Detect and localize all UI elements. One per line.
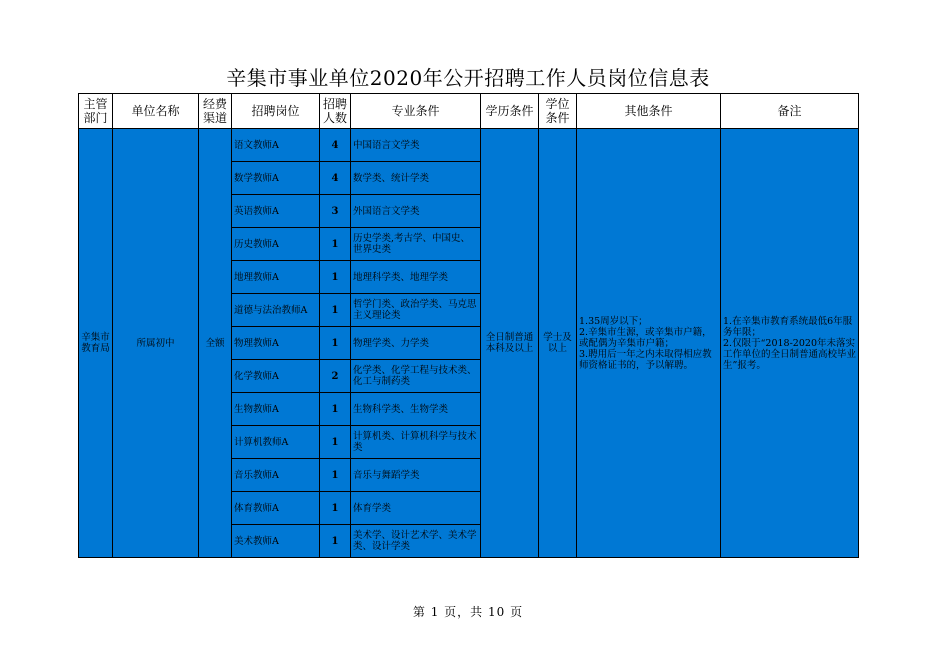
position-cell: 生物教师A — [232, 393, 320, 426]
fund-cell: 全额 — [199, 129, 232, 558]
major-cell: 化学类、化学工程与技术类、化工与制药类 — [351, 360, 481, 393]
major-cell: 体育学类 — [351, 492, 481, 525]
position-cell: 道德与法治教师A — [232, 294, 320, 327]
position-cell: 化学教师A — [232, 360, 320, 393]
major-cell: 数学类、统计学类 — [351, 162, 481, 195]
count-cell: 1 — [320, 393, 351, 426]
major-cell: 外国语言文学类 — [351, 195, 481, 228]
header-dept: 主管部门 — [79, 94, 113, 129]
unit-cell: 所属初中 — [113, 129, 199, 558]
header-education: 学历条件 — [481, 94, 539, 129]
header-unit: 单位名称 — [113, 94, 199, 129]
major-cell: 地理科学类、地理学类 — [351, 261, 481, 294]
count-cell: 1 — [320, 327, 351, 360]
position-cell: 体育教师A — [232, 492, 320, 525]
header-remarks: 备注 — [721, 94, 859, 129]
header-degree: 学位条件 — [539, 94, 577, 129]
table-row — [79, 129, 859, 162]
major-cell: 历史学类,考古学、中国史、世界史类 — [351, 228, 481, 261]
count-cell: 4 — [320, 162, 351, 195]
header-fund: 经费渠道 — [199, 94, 232, 129]
header-count: 招聘人数 — [320, 94, 351, 129]
count-cell: 1 — [320, 426, 351, 459]
header-row — [79, 94, 859, 129]
count-cell: 1 — [320, 525, 351, 558]
position-cell: 音乐教师A — [232, 459, 320, 492]
page-title: 辛集市事业单位2020年公开招聘工作人员岗位信息表 — [226, 66, 710, 90]
major-cell: 中国语言文学类 — [351, 129, 481, 162]
major-cell: 音乐与舞蹈学类 — [351, 459, 481, 492]
count-cell: 1 — [320, 228, 351, 261]
page-footer: 第 1 页，共 10 页 — [412, 605, 524, 619]
count-cell: 1 — [320, 492, 351, 525]
other-conditions-text: 1.35周岁以下； 2.辛集市生源，或辛集市户籍，或配偶为辛集市户籍； 3.聘用后一年之内未取得相应教师资格证书的，予以解聘。 — [579, 315, 712, 371]
count-cell: 2 — [320, 360, 351, 393]
position-cell: 地理教师A — [232, 261, 320, 294]
position-cell: 历史教师A — [232, 228, 320, 261]
major-cell: 美术学、设计艺术学、美术学类、设计学类 — [351, 525, 481, 558]
major-cell: 哲学门类、政治学类、马克思主义理论类 — [351, 294, 481, 327]
position-cell: 语文教师A — [232, 129, 320, 162]
header-other: 其他条件 — [577, 94, 721, 129]
position-cell: 英语教师A — [232, 195, 320, 228]
remarks-text: 1.在辛集市教育系统最低6年服务年限； 2.仅限于“2018-2020年未落实工作单位的全日制普通高校毕业生”报考。 — [723, 315, 857, 371]
position-cell: 计算机教师A — [232, 426, 320, 459]
dept-cell: 辛集市教育局 — [79, 129, 113, 558]
position-cell: 美术教师A — [232, 525, 320, 558]
header-position: 招聘岗位 — [232, 94, 320, 129]
major-cell: 物理学类、力学类 — [351, 327, 481, 360]
count-cell: 1 — [320, 261, 351, 294]
other-conditions-cell — [577, 129, 721, 558]
degree-cell: 学士及以上 — [539, 129, 577, 558]
header-major: 专业条件 — [351, 94, 481, 129]
position-cell: 物理教师A — [232, 327, 320, 360]
education-cell: 全日制普通本科及以上 — [481, 129, 539, 558]
count-cell: 4 — [320, 129, 351, 162]
major-cell: 生物科学类、生物学类 — [351, 393, 481, 426]
remarks-cell — [721, 129, 859, 558]
count-cell: 1 — [320, 294, 351, 327]
major-cell: 计算机类、计算机科学与技术类 — [351, 426, 481, 459]
position-cell: 数学教师A — [232, 162, 320, 195]
count-cell: 1 — [320, 459, 351, 492]
positions-table — [78, 93, 859, 558]
count-cell: 3 — [320, 195, 351, 228]
